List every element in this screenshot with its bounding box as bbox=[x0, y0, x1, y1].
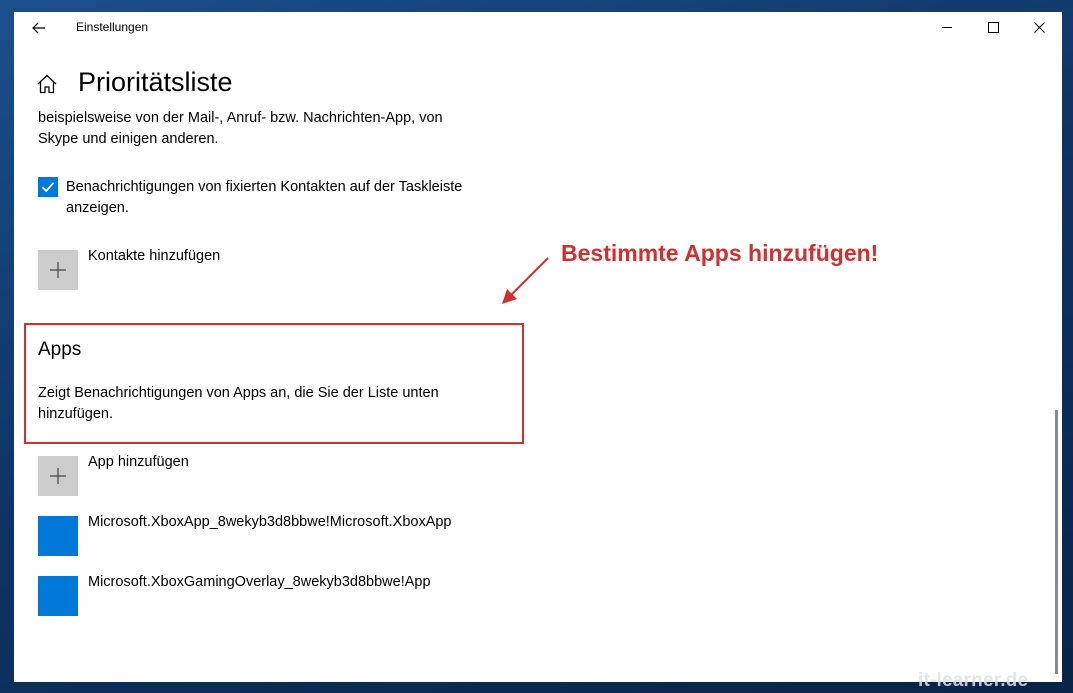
title-bar[interactable] bbox=[14, 12, 1062, 44]
app-title: Einstellungen bbox=[76, 20, 149, 34]
back-button[interactable] bbox=[24, 14, 54, 42]
arrow-left-icon bbox=[32, 22, 46, 34]
checkmark-icon bbox=[41, 181, 55, 193]
annotation-arrow-icon bbox=[494, 252, 554, 312]
watermark: it-learner.de bbox=[918, 670, 1029, 691]
annotation-text: Bestimmte Apps hinzufügen! bbox=[561, 240, 879, 266]
home-button[interactable] bbox=[36, 73, 58, 95]
pinned-contacts-checkbox[interactable] bbox=[38, 177, 58, 197]
home-icon bbox=[36, 73, 58, 95]
plus-icon bbox=[49, 467, 67, 485]
pinned-contacts-label[interactable]: Benachrichtigungen von fixierten Kontakten auf der Taskleiste anzeigen. bbox=[66, 179, 463, 216]
app-tile-icon bbox=[38, 516, 78, 556]
add-contact-tile bbox=[38, 250, 78, 290]
minimize-button[interactable] bbox=[924, 12, 970, 42]
intro-text: beispielsweise von der Mail-, Anruf- bzw. Nachrichten-App, von Skype und einigen anderen. bbox=[38, 110, 443, 147]
app-tile-icon bbox=[38, 576, 78, 616]
maximize-button[interactable] bbox=[970, 12, 1016, 42]
add-contacts-label: Kontakte hinzufügen bbox=[88, 248, 221, 264]
app-name: Microsoft.XboxApp_8wekyb3d8bbwe!Microsoft.XboxApp bbox=[88, 514, 452, 530]
plus-icon bbox=[49, 261, 67, 279]
app-name: Microsoft.XboxGamingOverlay_8wekyb3d8bbwe!App bbox=[88, 574, 431, 590]
settings-window bbox=[14, 12, 1062, 682]
add-app-label: App hinzufügen bbox=[88, 454, 189, 470]
close-button[interactable] bbox=[1016, 12, 1062, 42]
apps-section-description: Zeigt Benachrichtigungen von Apps an, die Sie der Liste unten hinzufügen. bbox=[38, 385, 439, 422]
page-title: Prioritätsliste bbox=[78, 67, 233, 97]
apps-section-heading: Apps bbox=[38, 339, 82, 360]
close-icon bbox=[1034, 22, 1045, 33]
vertical-scrollbar[interactable] bbox=[1055, 410, 1058, 674]
minimize-icon bbox=[942, 22, 953, 33]
add-app-tile bbox=[38, 456, 78, 496]
maximize-icon bbox=[988, 22, 999, 33]
